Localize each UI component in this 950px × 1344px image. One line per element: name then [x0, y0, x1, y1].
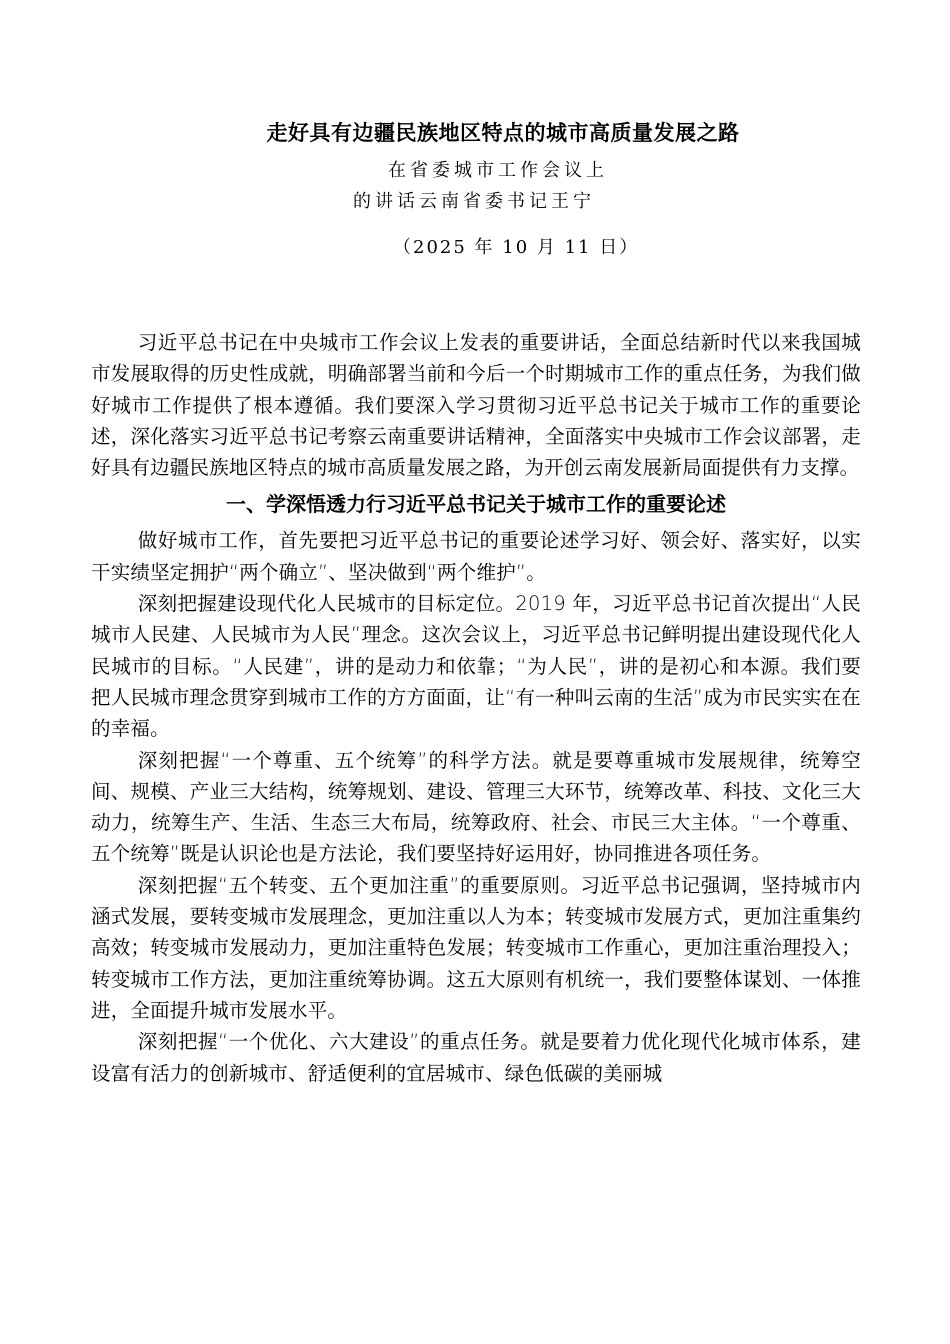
- section-paragraph: 做好城市工作，首先要把习近平总书记的重要论述学习好、领会好、落实好，以实干实绩坚定拥护“两个确立”、坚决做到“两个维护”。: [91, 529, 861, 584]
- document-subtitle-line2: 的讲话云南省委书记王宁: [353, 191, 595, 212]
- section-heading: 一、学深悟透力行习近平总书记关于城市工作的重要论述: [226, 492, 726, 517]
- document-date: （2025 年 10 月 11 日）: [393, 237, 640, 258]
- section-paragraph: 深刻把握“五个转变、五个更加注重”的重要原则。习近平总书记强调，坚持城市内涵式发展，要转变城市发展理念，更加注重以人为本；转变城市发展方式，更加注重集约高效；转变城市发展动力，更加注重特色发展；转变城市工作重心，更加注重治理投入；转变城市工作方法，更加注重统筹协调。这五大原则有机统一，我们要整体谋划、一体推进，全面提升城市发展水平。: [91, 873, 861, 1022]
- document-body: [91, 327, 861, 1089]
- document-title: 走好具有边疆民族地区特点的城市高质量发展之路: [266, 120, 740, 145]
- section-paragraph: 深刻把握建设现代化人民城市的目标定位。2019 年，习近平总书记首次提出“人民城市人民建、人民城市为人民”理念。这次会议上，习近平总书记鲜明提出建设现代化人民城市的目标。“人民建”，讲的是动力和依靠；“为人民”，讲的是初心和本源。我们要把人民城市理念贯穿到城市工作的方方面面，让“有一种叫云南的生活”成为市民实实在在的幸福。: [91, 592, 861, 741]
- intro-paragraph: 习近平总书记在中央城市工作会议上发表的重要讲话，全面总结新时代以来我国城市发展取得的历史性成就，明确部署当前和今后一个时期城市工作的重点任务，为我们做好城市工作提供了根本遵循。我们要深入学习贯彻习近平总书记关于城市工作的重要论述，深化落实习近平总书记考察云南重要讲话精神，全面落实中央城市工作会议部署，走好具有边疆民族地区特点的城市高质量发展之路，为开创云南发展新局面提供有力支撑。: [91, 331, 861, 480]
- section-paragraph: 深刻把握“一个优化、六大建设”的重点任务。就是要着力优化现代化城市体系，建设富有活力的创新城市、舒适便利的宜居城市、绿色低碳的美丽城: [91, 1030, 861, 1085]
- section-paragraph: 深刻把握“一个尊重、五个统筹”的科学方法。就是要尊重城市发展规律，统筹空间、规模、产业三大结构，统筹规划、建设、管理三大环节，统筹改革、科技、文化三大动力，统筹生产、生活、生态三大布局，统筹政府、社会、市民三大主体。“一个尊重、五个统筹”既是认识论也是方法论，我们要坚持好运用好，协同推进各项任务。: [91, 748, 861, 866]
- document-subtitle-line1: 在省委城市工作会议上: [388, 160, 608, 181]
